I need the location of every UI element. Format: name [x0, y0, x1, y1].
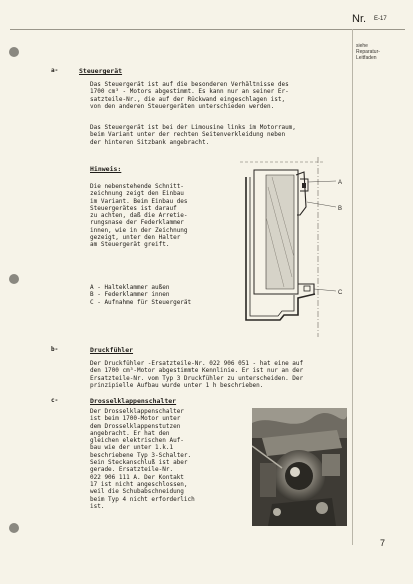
margin-rule	[352, 29, 353, 545]
section-marker: a-	[51, 67, 59, 74]
figure-label: A	[338, 180, 343, 186]
document-number: E-17	[374, 16, 387, 22]
page-number: 7	[380, 538, 386, 548]
header-rule	[10, 29, 405, 30]
punch-hole	[9, 523, 19, 533]
section-marker: c-	[51, 397, 59, 404]
section-heading: Drosselklappenschalter	[90, 397, 177, 405]
side-note: siehe Reparatur- Leitfaden	[356, 43, 380, 61]
punch-hole	[9, 274, 19, 284]
paragraph: Der Drosselklappenschalter ist beim 1700-Motor unter dem Drosselklappenstutzen angebracht. Er hat den gleichen elektrischen Auf- bau wie der unter 1.k.1 beschriebene Typ 3-Schalter. Sein Steckanschluß ist aber gerade. Ersatzteile-Nr. 022 906 111 A. Der Kontakt 17 ist nicht angeschlossen, weil die Schubabschneidung beim Typ 4 nicht erforderlich ist.	[90, 408, 195, 510]
note-heading: Hinweis:	[90, 165, 122, 173]
throttle-switch-photo	[252, 408, 347, 526]
section-drawing	[240, 157, 350, 337]
section-marker: b-	[51, 346, 59, 353]
paragraph: Das Steuergerät ist auf die besonderen Verhältnisse des 1700 cm³ - Motors abgestimmt. Es kann nur an seiner Er- satzteile-Nr., die auf der Rückwand eingeschlagen ist, von den anderen Steuergeräten unterschieden werden.	[90, 81, 289, 110]
figure-label: C	[338, 290, 343, 296]
section-heading: Druckfühler	[90, 346, 134, 354]
punch-hole	[9, 47, 19, 57]
figure-legend: A - Halteklammer außen B - Federklammer innen C - Aufnahme für Steuergerät	[90, 284, 192, 306]
figure-label: B	[338, 206, 343, 212]
paragraph: Der Druckfühler -Ersatzteile-Nr. 022 906 051 - hat eine auf den 1700 cm³-Motor abgestimmte Kennlinie. Er ist nur an der Ersatzteile-Nr. vom Typ 3 Druckfühler zu unterscheiden. Der prinzipielle Aufbau wurde unter 1 h beschrieben.	[90, 360, 304, 389]
paragraph: Das Steuergerät ist bei der Limousine links im Motorraum, beim Variant unter der rechten Seitenverkleidung neben der hinteren Sitzbank angebracht.	[90, 124, 296, 146]
section-heading: Steuergerät	[79, 67, 123, 75]
page-number-label: Nr.	[352, 13, 367, 25]
note-paragraph: Die nebenstehende Schnitt- zeichnung zeigt den Einbau im Variant. Beim Einbau des Steuergerätes ist darauf zu achten, daß die Arretie- rungsnase der Federklammer innen, wie in der Zeichnung gezeigt, unter den Halter am Steuergerät greift.	[90, 183, 188, 249]
